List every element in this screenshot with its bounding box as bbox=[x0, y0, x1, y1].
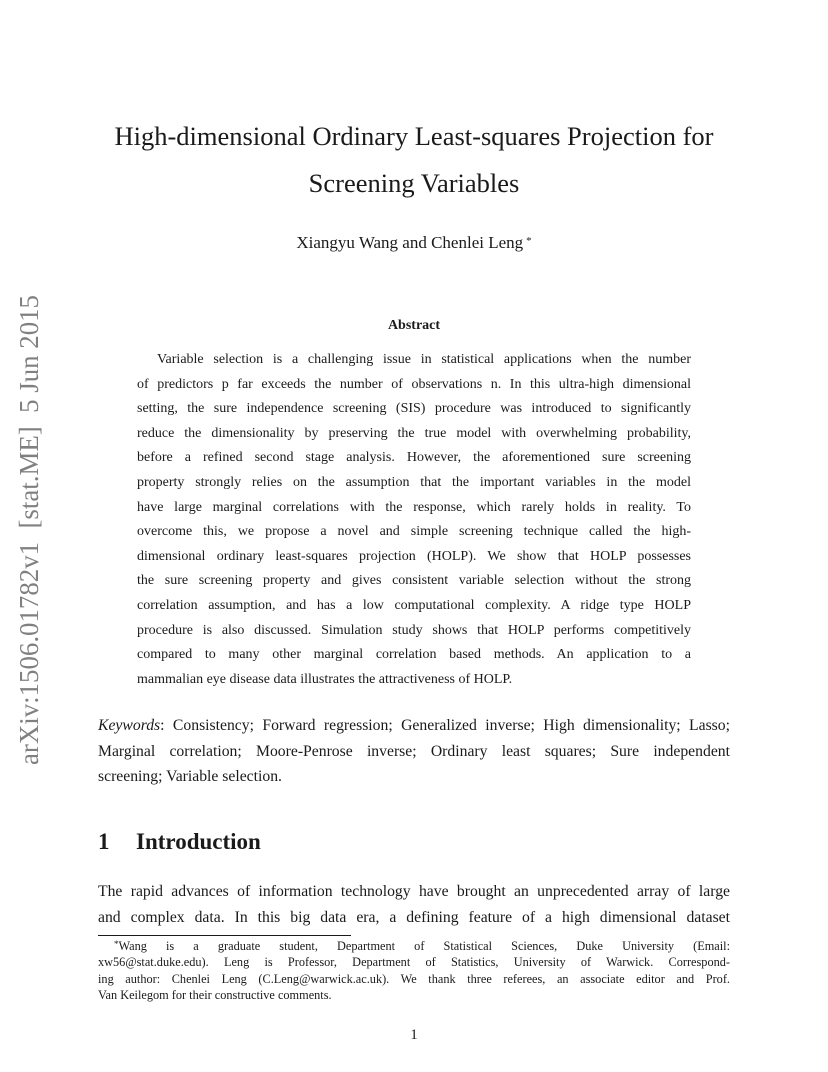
footnote-rule bbox=[98, 935, 351, 936]
abstract-line: compared to many other marginal correlation based methods. An application to a bbox=[137, 647, 691, 663]
footnote-mark: * bbox=[114, 939, 119, 949]
body-line: and complex data. In this big data era, a defining feature of a high dimensional dataset bbox=[98, 909, 730, 926]
arxiv-stamp bbox=[2, 290, 52, 770]
footnote-text: Wang is a graduate student, Department of Statistical Sciences, Duke University (Email: bbox=[118, 939, 730, 953]
body-line: The rapid advances of information technology have brought an unprecedented array of large bbox=[98, 883, 730, 900]
abstract-line: Variable selection is a challenging issue in statistical applications when the number bbox=[157, 352, 691, 367]
abstract-line: mammalian eye disease data illustrates the attractiveness of HOLP. bbox=[137, 671, 513, 687]
footnote-line: ing author: Chenlei Leng (C.Leng@warwick.ac.uk). We thank three referees, an associate editor and Prof. bbox=[98, 971, 730, 986]
author-footnote-mark: * bbox=[526, 235, 532, 247]
keywords-line: Marginal correlation; Moore-Penrose inverse; Ordinary least squares; Sure independent bbox=[98, 742, 730, 760]
section-title: Introduction bbox=[136, 829, 261, 854]
abstract-heading: Abstract bbox=[387, 318, 441, 333]
abstract-line: setting, the sure independence screening (SIS) procedure was introduced to significantly bbox=[137, 401, 691, 417]
abstract-line: before a refined second stage analysis. However, the aforementioned sure screening bbox=[137, 450, 691, 466]
abstract-line: dimensional ordinary least-squares projection (HOLP). We show that HOLP possesses bbox=[137, 548, 691, 564]
keywords-line bbox=[98, 713, 730, 739]
abstract-line: property strongly relies on the assumption that the important variables in the model bbox=[137, 474, 691, 490]
abstract-line: the sure screening property and gives consistent variable selection without the strong bbox=[137, 573, 691, 589]
keywords-text: : Consistency; Forward regression; Generalized inverse; High dimensionality; Lasso; bbox=[160, 717, 730, 734]
keywords-block bbox=[98, 713, 730, 790]
title-line: High-dimensional Ordinary Least-squares Projection for bbox=[114, 121, 714, 151]
section-number: 1 bbox=[98, 829, 110, 854]
footnote bbox=[98, 938, 730, 1003]
keywords-line: screening; Variable selection. bbox=[98, 768, 282, 785]
abstract-line: overcome this, we propose a novel and simple screening technique called the high- bbox=[137, 524, 691, 540]
abstract-line: of predictors p far exceeds the number of observations n. In this ultra-high dimensional bbox=[137, 376, 691, 392]
keywords-label: Keywords bbox=[98, 717, 161, 734]
paper-title bbox=[60, 113, 768, 207]
abstract-body bbox=[137, 348, 691, 692]
abstract-line: reduce the dimensionality by preserving the true model with overwhelming probability, bbox=[137, 425, 691, 441]
section-heading bbox=[98, 826, 261, 858]
introduction-body bbox=[98, 879, 730, 931]
arxiv-stamp-text: arXiv:1506.01782v1 [stat.ME] 5 Jun 2015 bbox=[14, 292, 44, 765]
author-list bbox=[60, 231, 768, 255]
author-names: Xiangyu Wang and Chenlei Leng bbox=[296, 233, 524, 252]
abstract-line: procedure is also discussed. Simulation study shows that HOLP performs competitively bbox=[137, 622, 691, 638]
abstract-line: correlation assumption, and has a low computational complexity. A ridge type HOLP bbox=[137, 597, 691, 613]
abstract-line: have large marginal correlations with the response, which rarely holds in reality. To bbox=[137, 499, 691, 515]
title-line: Screening Variables bbox=[308, 168, 520, 198]
page-number: 1 bbox=[410, 1027, 418, 1043]
footnote-line bbox=[98, 938, 730, 954]
footnote-line: xw56@stat.duke.edu). Leng is Professor, Department of Statistics, University of Warwick. Correspond- bbox=[98, 955, 730, 970]
footnote-line: Van Keilegom for their constructive comments. bbox=[98, 987, 332, 1002]
